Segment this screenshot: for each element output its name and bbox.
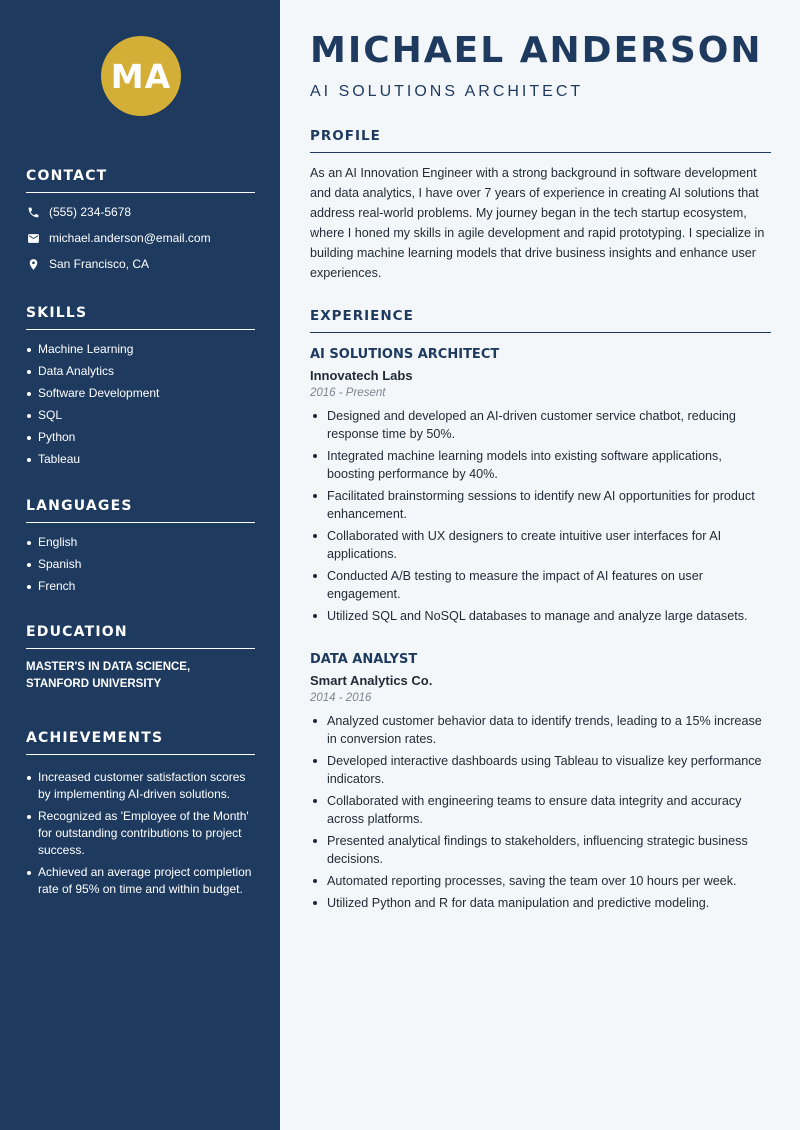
job-role: DATA ANALYST xyxy=(310,652,418,667)
job-bullet: Utilized Python and R for data manipulation and predictive modeling. xyxy=(310,894,771,912)
job-entry xyxy=(310,347,771,629)
achievement-item: Recognized as 'Employee of the Month' for outstanding contributions to project success. xyxy=(26,808,255,859)
contact-location xyxy=(26,251,255,277)
achievement-item: Achieved an average project completion rate of 95% on time and within budget. xyxy=(26,864,255,898)
experience-heading: EXPERIENCE xyxy=(310,308,771,333)
education-degree: MASTER'S IN DATA SCIENCE, STANFORD UNIVERSITY xyxy=(26,661,191,690)
sidebar xyxy=(0,0,280,1130)
skills-section xyxy=(26,305,255,473)
contact-section xyxy=(26,168,255,277)
job-company: Smart Analytics Co. xyxy=(310,673,433,688)
profile-text: As an AI Innovation Engineer with a strong background in software development and data analytics, I have over 7 years of experience in creating AI solutions that address real-world problems. My journey began in the tech startup ecosystem, where I honed my skills in agile development and rapid prototyping. I specialize in building machine learning models that drive business insights and enhance user experiences. xyxy=(310,166,765,280)
phone-text[interactable]: (555) 234-5678 xyxy=(49,205,132,219)
job-bullet: Utilized SQL and NoSQL databases to manage and analyze large datasets. xyxy=(310,607,771,625)
job-bullet: Collaborated with engineering teams to ensure data integrity and accuracy across platforms. xyxy=(310,792,771,828)
job-bullet: Developed interactive dashboards using Tableau to visualize key performance indicators. xyxy=(310,752,771,788)
location-pin-icon xyxy=(26,257,40,271)
language-item: French xyxy=(26,578,255,595)
contact-phone xyxy=(26,199,255,225)
skill-item: Machine Learning xyxy=(26,341,255,358)
achievements-list xyxy=(26,769,255,898)
experience-section xyxy=(310,308,771,333)
language-item: Spanish xyxy=(26,556,255,573)
languages-heading: LANGUAGES xyxy=(26,498,255,523)
location-text: San Francisco, CA xyxy=(49,257,150,271)
job-company: Innovatech Labs xyxy=(310,368,413,383)
contact-email xyxy=(26,225,255,251)
job-bullet: Facilitated brainstorming sessions to identify new AI opportunities for product enhancement. xyxy=(310,487,771,523)
profile-heading: PROFILE xyxy=(310,128,771,153)
job-role: AI SOLUTIONS ARCHITECT xyxy=(310,347,500,362)
skills-heading: SKILLS xyxy=(26,305,255,330)
achievement-item: Increased customer satisfaction scores by implementing AI-driven solutions. xyxy=(26,769,255,803)
job-bullet: Designed and developed an AI-driven customer service chatbot, reducing response time by 50%. xyxy=(310,407,771,443)
job-bullet: Analyzed customer behavior data to identify trends, leading to a 15% increase in conversion rates. xyxy=(310,712,771,748)
job-entry xyxy=(310,652,771,916)
job-bullets xyxy=(310,712,771,912)
achievements-heading: ACHIEVEMENTS xyxy=(26,730,255,755)
languages-list xyxy=(26,534,255,595)
skill-item: SQL xyxy=(26,407,255,424)
job-bullet: Automated reporting processes, saving the team over 10 hours per week. xyxy=(310,872,771,890)
phone-icon xyxy=(26,205,40,219)
job-dates: 2014 - 2016 xyxy=(310,692,372,704)
email-text[interactable]: michael.anderson@email.com xyxy=(49,231,211,245)
job-bullet: Integrated machine learning models into existing software applications, boosting performance by 40%. xyxy=(310,447,771,483)
language-item: English xyxy=(26,534,255,551)
education-heading: EDUCATION xyxy=(26,624,255,649)
candidate-title: AI SOLUTIONS ARCHITECT xyxy=(310,83,584,100)
skills-list xyxy=(26,341,255,468)
languages-section xyxy=(26,498,255,600)
job-bullet: Collaborated with UX designers to create intuitive user interfaces for AI applications. xyxy=(310,527,771,563)
email-icon xyxy=(26,231,40,245)
job-bullets xyxy=(310,407,771,625)
contact-heading: CONTACT xyxy=(26,168,255,193)
education-section xyxy=(26,624,255,693)
candidate-name: MICHAEL ANDERSON xyxy=(310,30,763,71)
job-bullet: Presented analytical findings to stakeholders, influencing strategic business decisions. xyxy=(310,832,771,868)
achievements-section xyxy=(26,730,255,903)
job-bullet: Conducted A/B testing to measure the impact of AI features on user engagement. xyxy=(310,567,771,603)
skill-item: Data Analytics xyxy=(26,363,255,380)
skill-item: Python xyxy=(26,429,255,446)
job-dates: 2016 - Present xyxy=(310,387,386,399)
skill-item: Software Development xyxy=(26,385,255,402)
profile-section xyxy=(310,128,771,283)
avatar: MA xyxy=(101,36,181,116)
skill-item: Tableau xyxy=(26,451,255,468)
